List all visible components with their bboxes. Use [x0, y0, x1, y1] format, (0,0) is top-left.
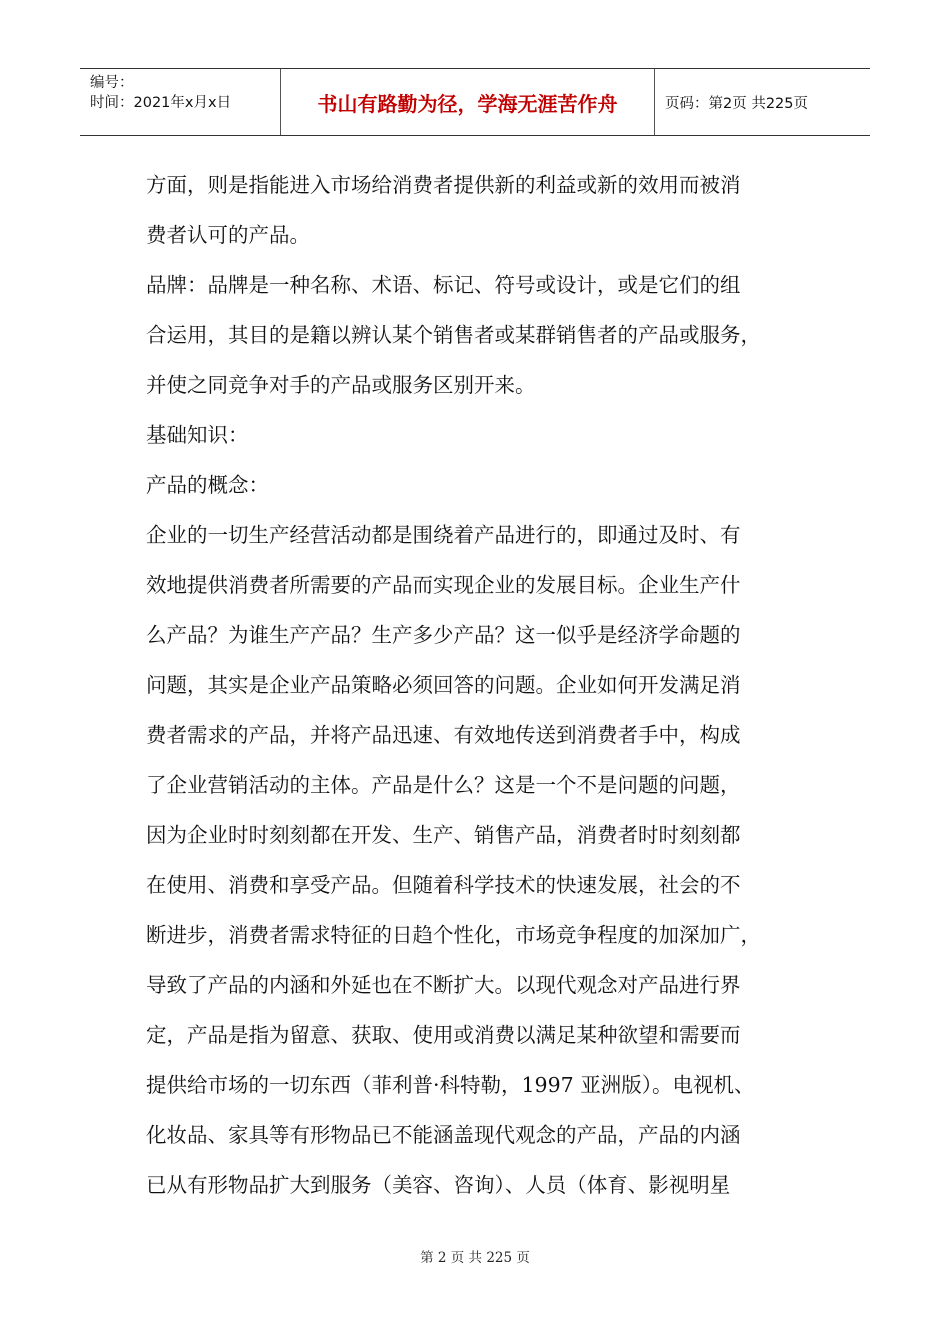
- text-line: 断进步，消费者需求特征的日趋个性化，市场竞争程度的加深加广，: [146, 923, 761, 947]
- text-line: 在使用、消费和享受产品。但随着科学技术的快速发展，社会的不: [146, 873, 741, 897]
- text-line: 费者需求的产品，并将产品迅速、有效地传送到消费者手中，构成: [146, 723, 741, 747]
- text-line: 了企业营销活动的主体。产品是什么？这是一个不是问题的问题，: [146, 773, 741, 797]
- text-line: 导致了产品的内涵和外延也在不断扩大。以现代观念对产品进行界: [146, 973, 741, 997]
- document-body: [146, 160, 816, 1210]
- text-line: 问题，其实是企业产品策略必须回答的问题。企业如何开发满足消: [146, 673, 741, 697]
- text-line: 并使之同竞争对手的产品或服务区别开来。: [146, 373, 536, 397]
- text-line: 品牌：品牌是一种名称、术语、标记、符号或设计，或是它们的组: [146, 273, 741, 297]
- section-heading: 基础知识：: [146, 423, 249, 447]
- text-line: 费者认可的产品。: [146, 223, 310, 247]
- text-line: 化妆品、家具等有形物品已不能涵盖现代观念的产品，产品的内涵: [146, 1123, 741, 1147]
- subsection-heading: 产品的概念：: [146, 473, 269, 497]
- text-line: 效地提供消费者所需要的产品而实现企业的发展目标。企业生产什: [146, 573, 741, 597]
- text-line: 定，产品是指为留意、获取、使用或消费以满足某种欲望和需要而: [146, 1023, 741, 1047]
- text-line: 方面，则是指能进入市场给消费者提供新的利益或新的效用而被消: [146, 173, 741, 197]
- header-page-info: 页码：第2页 共225页: [665, 95, 809, 112]
- text-line: 么产品？为谁生产产品？生产多少产品？这一似乎是经济学命题的: [146, 623, 741, 647]
- header-motto: 书山有路勤为径，学海无涯苦作舟: [281, 69, 655, 135]
- text-line: 合运用，其目的是籍以辨认某个销售者或某群销售者的产品或服务，: [146, 323, 761, 347]
- text-line: 因为企业时时刻刻都在开发、生产、销售产品，消费者时时刻刻都: [146, 823, 741, 847]
- text-line: 企业的一切生产经营活动都是围绕着产品进行的，即通过及时、有: [146, 523, 741, 547]
- text-line: 提供给市场的一切东西（菲利普·科特勒，1997 亚洲版）。电视机、: [146, 1073, 755, 1097]
- date-label: 时间：2021年x月x日: [90, 95, 232, 111]
- page-header: [80, 68, 870, 136]
- page-footer: 第 2 页 共 225 页: [420, 1250, 530, 1266]
- number-label: 编号：: [90, 75, 134, 91]
- header-meta: [80, 69, 281, 135]
- text-line: 已从有形物品扩大到服务（美容、咨询）、人员（体育、影视明星: [146, 1173, 731, 1197]
